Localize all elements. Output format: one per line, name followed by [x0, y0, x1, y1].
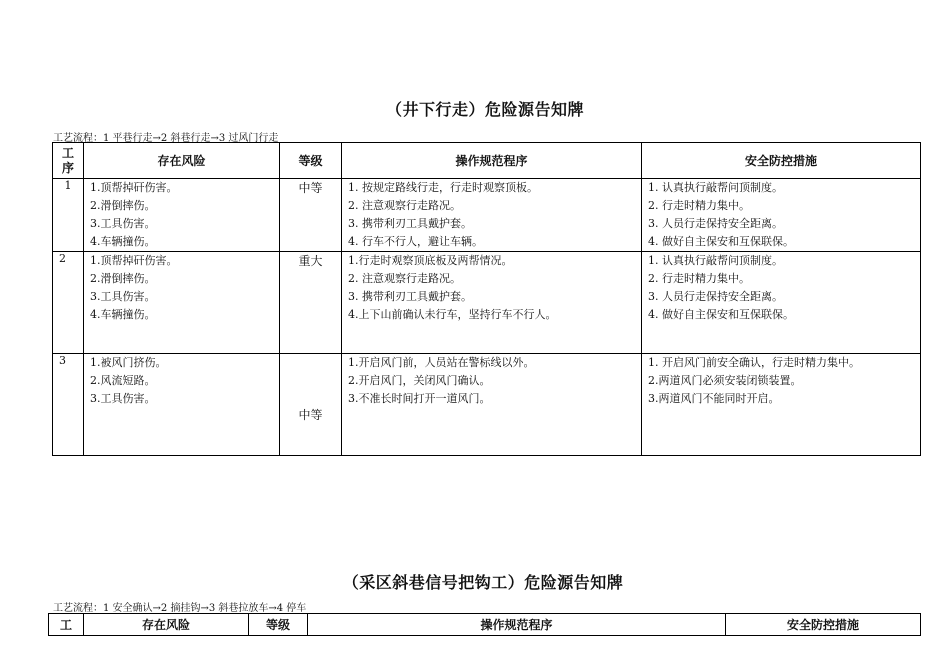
procedure-item: 4.上下山前确认未行车，坚持行车不行人。 — [348, 308, 557, 321]
header-seq: 工 序 — [53, 143, 84, 179]
procedure-cell — [342, 252, 642, 354]
process-flow-text: 工艺流程：1 平巷行走→2 斜巷行走→3 过风门行走 — [53, 133, 279, 144]
hazard-table-2 — [48, 613, 921, 636]
measure-item: 1. 开启风门前安全确认，行走时精力集中。 — [648, 356, 860, 369]
header-grade: 等级 — [249, 614, 308, 636]
risk-item: 3.工具伤害。 — [90, 392, 156, 405]
table-row — [53, 252, 921, 354]
risk-item: 2.滑倒摔伤。 — [90, 272, 156, 285]
header-grade: 等级 — [280, 143, 342, 179]
measure-item: 3. 人员行走保持安全距离。 — [648, 217, 783, 230]
process-flow-text-2: 工艺流程：1 安全确认→2 摘挂钩→3 斜巷拉放车→4 停车 — [53, 603, 307, 614]
measure-item: 4. 做好自主保安和互保联保。 — [648, 308, 794, 321]
header-procedure: 操作规范程序 — [342, 143, 642, 179]
measure-item: 2. 行走时精力集中。 — [648, 199, 750, 212]
risk-item: 3.工具伤害。 — [90, 217, 156, 230]
procedure-item: 3. 携带利刃工具戴护套。 — [348, 290, 472, 303]
header-seq: 工 — [49, 614, 84, 636]
header-measures: 安全防控措施 — [726, 614, 921, 636]
procedure-cell — [342, 354, 642, 456]
procedure-item: 1.开启风门前，人员站在警标线以外。 — [348, 356, 535, 369]
grade-cell: 中等 — [280, 179, 342, 252]
seq-cell: 2 — [53, 252, 84, 354]
risk-item: 2.滑倒摔伤。 — [90, 199, 156, 212]
measure-item: 1. 认真执行敲帮问顶制度。 — [648, 181, 783, 194]
risk-item: 1.顶帮掉矸伤害。 — [90, 254, 178, 267]
measures-cell — [642, 252, 921, 354]
measure-item: 1. 认真执行敲帮问顶制度。 — [648, 254, 783, 267]
header-risk: 存在风险 — [84, 143, 280, 179]
header-procedure: 操作规范程序 — [308, 614, 726, 636]
header-measures: 安全防控措施 — [642, 143, 921, 179]
measures-cell — [642, 354, 921, 456]
procedure-item: 3. 携带利刃工具戴护套。 — [348, 217, 472, 230]
risk-item: 2.风流短路。 — [90, 374, 156, 387]
procedure-item: 3.不准长时间打开一道风门。 — [348, 392, 491, 405]
risk-item: 1.顶帮掉矸伤害。 — [90, 181, 178, 194]
seq-cell: 1 — [53, 179, 84, 252]
procedure-item: 4. 行车不行人，避让车辆。 — [348, 235, 483, 248]
hazard-table — [52, 142, 921, 456]
table-header-row — [53, 143, 921, 179]
risk-item: 4.车辆撞伤。 — [90, 308, 156, 321]
grade-cell: 中等 — [280, 354, 342, 456]
risk-item: 3.工具伤害。 — [90, 290, 156, 303]
table-row — [53, 179, 921, 252]
document-title-2: （采区斜巷信号把钩工）危险源告知牌 — [342, 573, 624, 592]
table-row — [53, 354, 921, 456]
document-title: （井下行走）危险源告知牌 — [385, 100, 584, 119]
risk-item: 1.被风门挤伤。 — [90, 356, 167, 369]
risk-cell — [84, 354, 280, 456]
risk-item: 4.车辆撞伤。 — [90, 235, 156, 248]
measure-item: 4. 做好自主保安和互保联保。 — [648, 235, 794, 248]
procedure-item: 2. 注意观察行走路况。 — [348, 272, 461, 285]
procedure-item: 2. 注意观察行走路况。 — [348, 199, 461, 212]
grade-cell: 重大 — [280, 252, 342, 354]
procedure-item: 1. 按规定路线行走，行走时观察顶板。 — [348, 181, 538, 194]
procedure-item: 2.开启风门，关闭风门确认。 — [348, 374, 491, 387]
table-header-row — [49, 614, 921, 636]
risk-cell — [84, 252, 280, 354]
measure-item: 2.两道风门必须安装闭锁装置。 — [648, 374, 802, 387]
header-risk: 存在风险 — [84, 614, 249, 636]
measure-item: 3.两道风门不能同时开启。 — [648, 392, 780, 405]
measure-item: 3. 人员行走保持安全距离。 — [648, 290, 783, 303]
procedure-cell — [342, 179, 642, 252]
risk-cell — [84, 179, 280, 252]
measure-item: 2. 行走时精力集中。 — [648, 272, 750, 285]
measures-cell — [642, 179, 921, 252]
procedure-item: 1.行走时观察顶底板及两帮情况。 — [348, 254, 513, 267]
seq-cell: 3 — [53, 354, 84, 456]
